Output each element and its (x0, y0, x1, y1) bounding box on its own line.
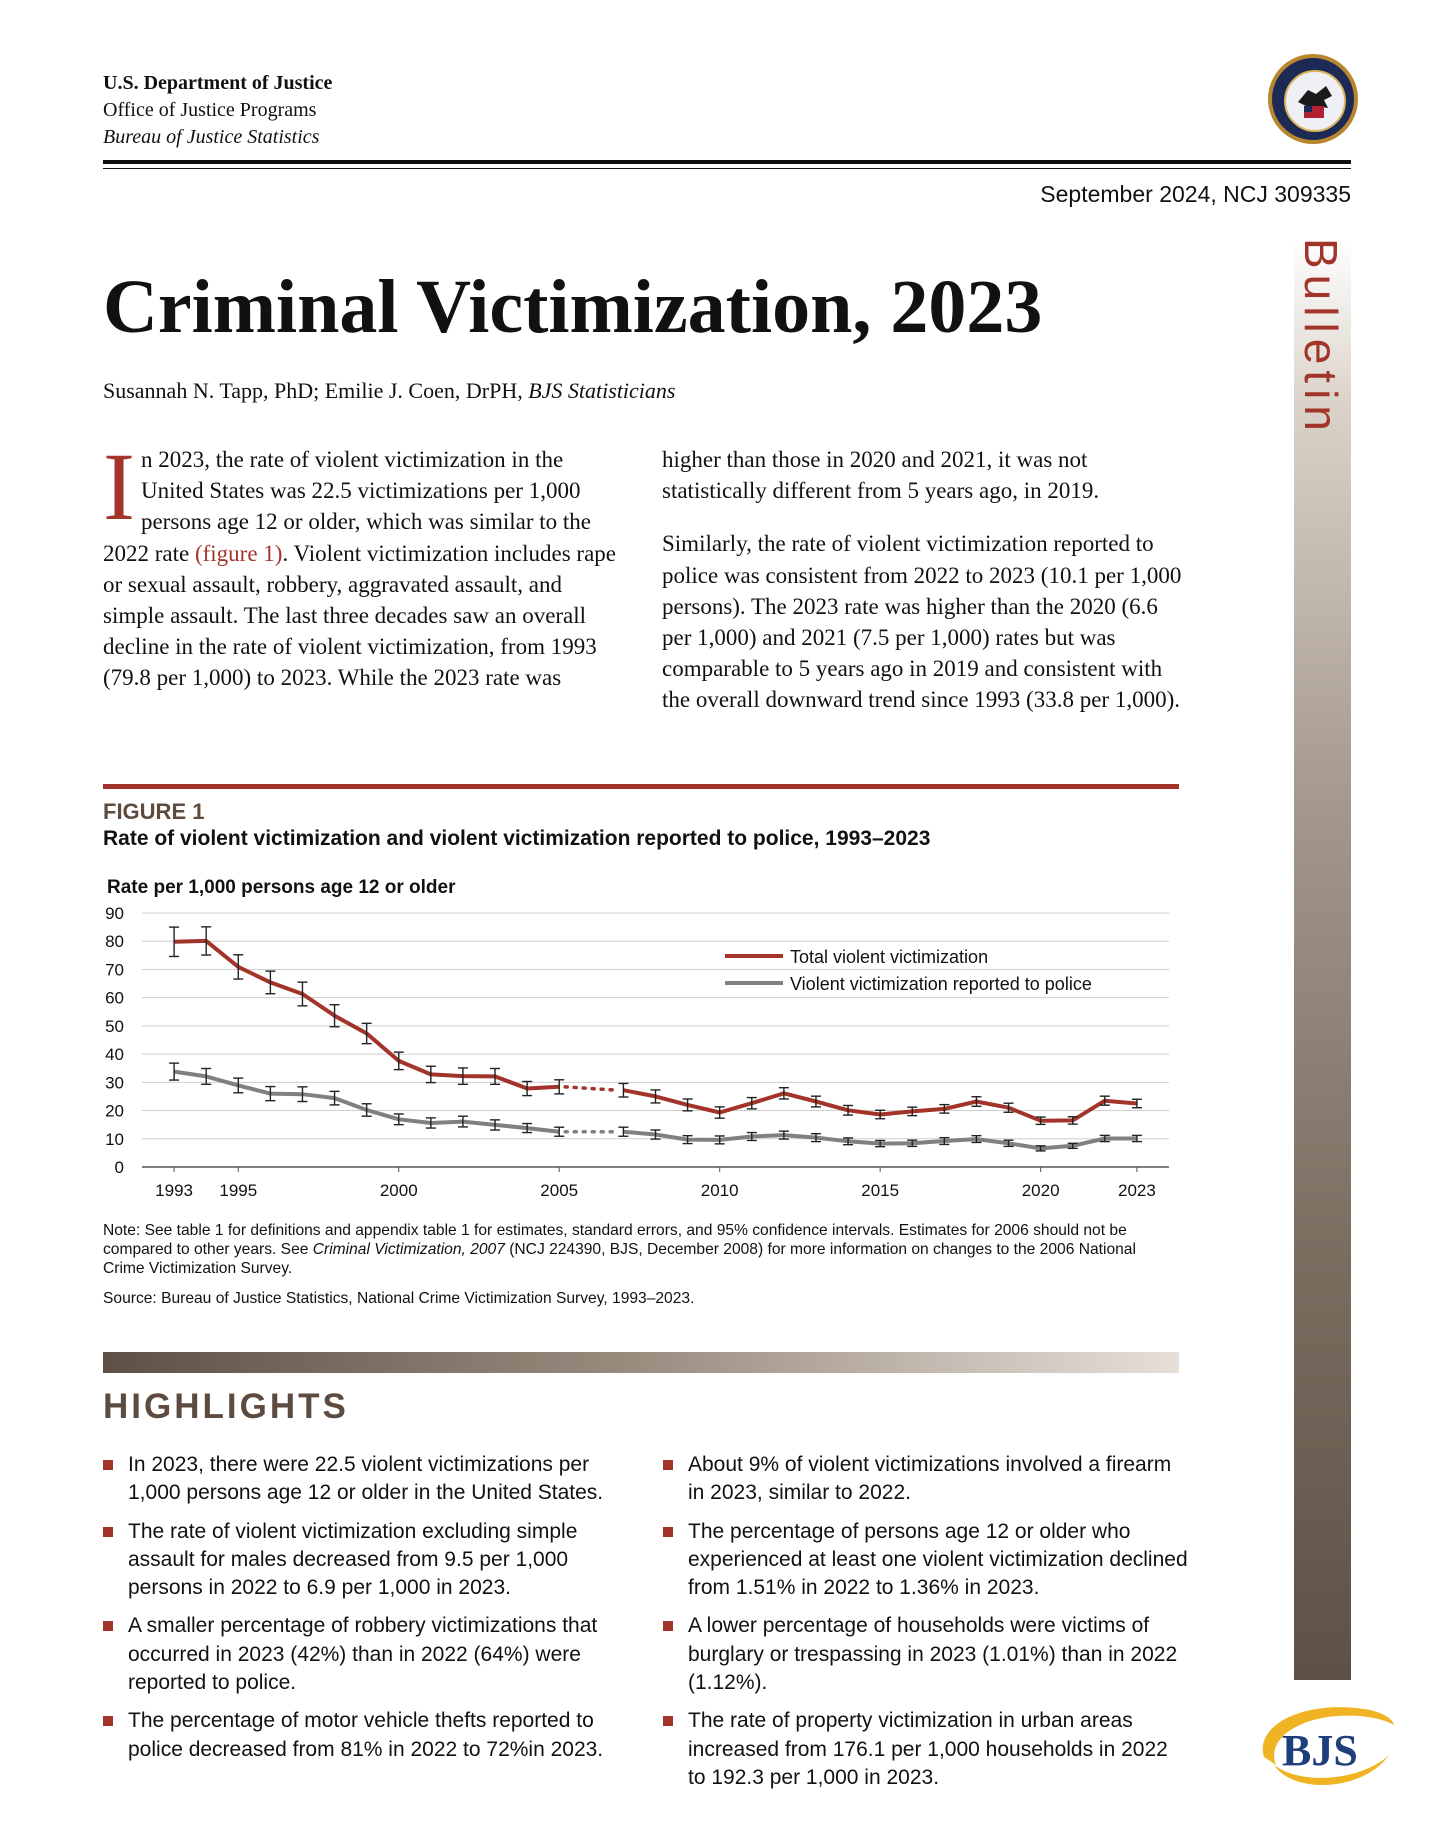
figure-title: Rate of violent victimization and violent victimization reported to police, 1993–2023 (103, 827, 931, 850)
y-tick-label: 10 (105, 1129, 124, 1149)
highlights-title: HIGHLIGHTS (103, 1387, 349, 1426)
figure-source: Source: Bureau of Justice Statistics, National Crime Victimization Survey, 1993–2023. (103, 1290, 695, 1307)
y-tick-label: 50 (105, 1016, 124, 1036)
highlight-item: In 2023, there were 22.5 violent victimizations per 1,000 persons age 12 or older in the United States. (103, 1451, 623, 1508)
highlight-item: A lower percentage of households were victims of burglary or trespassing in 2023 (1.01%) than in 2022 (1.12%). (663, 1612, 1188, 1697)
x-tick-label: 2000 (379, 1181, 418, 1200)
y-axis-label: Rate per 1,000 persons age 12 or older (107, 877, 456, 898)
doj-seal-icon (1268, 54, 1358, 144)
intro-column-right (662, 444, 1182, 738)
x-tick-label: 2005 (540, 1181, 579, 1200)
bjs-logo (1244, 1695, 1396, 1795)
intro-paragraph-2: Similarly, the rate of violent victimization reported to police was consistent from 2022 to 2023 (10.1 per 1,000 persons). The 2023 rate was higher than the 2020 (6.6 per 1,000) and 2021 (7.5 per 1,000) rates but was comparable to 5 years ago in 2019 and consistent with the overall downward trend since 1993 (33.8 per 1,000). (662, 531, 1182, 713)
highlight-item: The percentage of motor vehicle thefts reported to police decreased from 81% in 2022 to 72%in 2023. (103, 1707, 623, 1764)
note-text-b: (NCJ 224390, BJS, December 2008) for more information on changes to the 2006 National Crime Victimization Survey. (103, 1241, 1136, 1277)
figure-note (103, 1221, 1179, 1278)
y-tick-label: 30 (105, 1073, 124, 1093)
bureau-name: Bureau of Justice Statistics (103, 126, 320, 148)
highlight-item: The percentage of persons age 12 or older who experienced at least one violent victimization declined from 1.51% in 2022 to 1.36% in 2023. (663, 1518, 1188, 1603)
header-rule-thin (103, 168, 1351, 169)
x-tick-label: 1995 (219, 1181, 258, 1200)
series-break-0 (565, 1087, 617, 1090)
figure-label: FIGURE 1 (103, 799, 205, 824)
legend-label-0: Total violent victimization (790, 947, 989, 967)
highlights-right (663, 1451, 1188, 1802)
y-tick-label: 90 (105, 904, 124, 923)
bulletin-label: Bulletin (1295, 238, 1347, 437)
y-tick-label: 60 (105, 988, 124, 1008)
series-line-0 (174, 941, 559, 1089)
author-role: BJS Statisticians (528, 378, 676, 403)
figure-1-chart (0, 860, 1200, 1210)
date-ncj: September 2024, NCJ 309335 (1040, 181, 1351, 207)
y-tick-label: 20 (105, 1101, 124, 1121)
drop-cap: I (103, 433, 135, 540)
page-title: Criminal Victimization, 2023 (103, 265, 1043, 349)
x-tick-label: 1993 (155, 1181, 194, 1200)
x-tick-label: 2020 (1021, 1181, 1060, 1200)
y-tick-label: 40 (105, 1045, 124, 1065)
highlight-item: The rate of property victimization in urban areas increased from 176.1 per 1,000 households in 2022 to 192.3 per 1,000 in 2023. (663, 1707, 1188, 1792)
author-names: Susannah N. Tapp, PhD; Emilie J. Coen, DrPH, (103, 378, 523, 403)
highlights-left (103, 1451, 623, 1774)
office-name: Office of Justice Programs (103, 99, 317, 121)
figure-rule (103, 784, 1179, 789)
y-tick-label: 70 (105, 960, 124, 980)
figure-link[interactable]: (figure 1) (194, 540, 283, 566)
highlight-item: The rate of violent victimization excluding simple assault for males decreased from 9.5 per 1,000 persons in 2022 to 6.9 per 1,000 in 2023. (103, 1518, 623, 1603)
y-tick-label: 0 (114, 1158, 124, 1177)
x-tick-label: 2023 (1117, 1181, 1156, 1200)
highlights-bar (103, 1352, 1179, 1373)
legend-label-1: Violent victimization reported to police (790, 974, 1092, 994)
header-rule (103, 160, 1351, 164)
intro-column-left (103, 433, 623, 694)
x-tick-label: 2015 (861, 1181, 900, 1200)
department-name: U.S. Department of Justice (103, 72, 333, 94)
highlight-item: About 9% of violent victimizations involved a firearm in 2023, similar to 2022. (663, 1451, 1188, 1508)
y-tick-label: 80 (105, 932, 124, 952)
intro-text-b: . Violent victimization includes rape or sexual assault, robbery, aggravated assault, and simple assault. The last three decades saw an overall decline in the rate of violent victimization, from 1993 (79.8 per 1,000) to 2023. While the 2023 rate was (103, 540, 616, 691)
x-tick-label: 2010 (700, 1181, 739, 1200)
highlight-item: A smaller percentage of robbery victimizations that occurred in 2023 (42%) than in 2022 (64%) were reported to police. (103, 1612, 623, 1697)
note-text-a: Note: See table 1 for definitions and appendix table 1 for estimates, standard errors, and 95% confidence intervals. Estimates for 2006 should not be compared to other years. See (103, 1222, 1127, 1258)
bjs-logo-text: BJS (1282, 1726, 1358, 1775)
authors (103, 378, 675, 404)
note-italic: Criminal Victimization, 2007 (312, 1241, 505, 1258)
intro-paragraph-1-continued: higher than those in 2020 and 2021, it was not statistically different from 5 years ago, in 2019. (662, 447, 1100, 504)
intro-text-a: n 2023, the rate of violent victimization in the United States was 22.5 victimizations per 1,000 persons age 12 or older, which was similar to the 2022 rate (103, 447, 591, 566)
